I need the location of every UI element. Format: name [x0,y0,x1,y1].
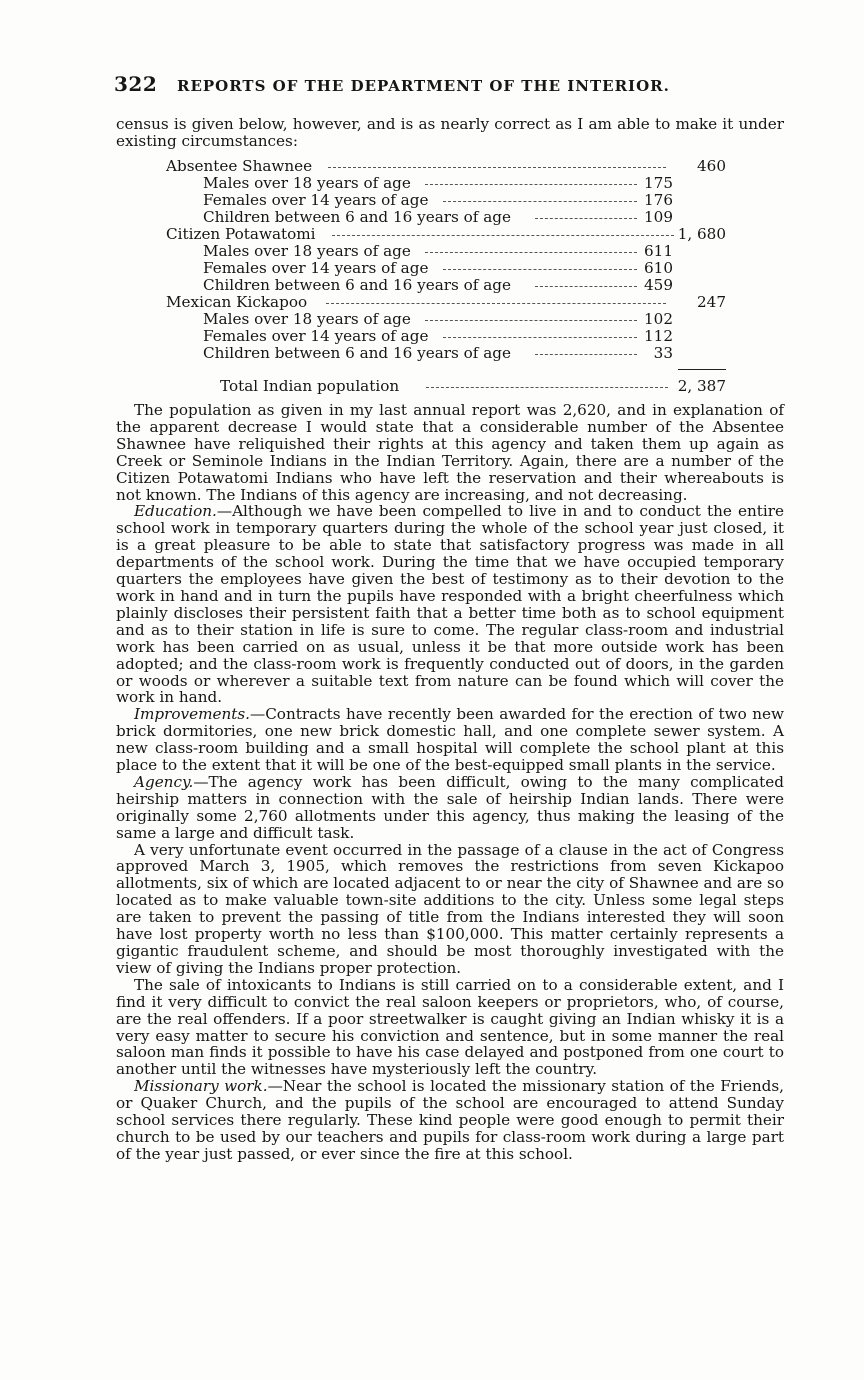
sub-row [203,191,673,208]
intro-paragraph: census is given below, however, and is as nearly correct as I am able to make it under existing circumstances: [116,115,784,150]
sub-label: Females over 14 years of age [203,327,429,345]
sub-row [203,276,673,293]
sub-label: Children between 6 and 16 years of age [203,344,511,362]
sub-value: 459 [644,276,673,294]
group-name: Mexican Kickapoo [166,293,308,311]
text-improvements: —Contracts have recently been awarded for the erection of two new brick dormitories, one new brick domestic hall, and one complete sewer system. A new class-room building and a small hospital will complete the school plant at this place to the extent that it will be one of the best-equipped small plants in the service. [116,705,784,775]
sub-value: 33 [653,344,673,362]
sub-value: 611 [644,242,673,260]
paragraph-event: A very unfortunate event occurred in the passage of a clause in the act of Congress approved March 3, 1905, which removes the restrictions from seven Kickapoo allotments, six of which are located adjacent to or near the city of Shawnee and are so located as to make valuable town-site additions to the city. Unless some legal steps are taken to prevent the passing of title from the Indians interested they will soon have lost property worth no less than $100,000. This matter certainly represents a gigantic fraudulent scheme, and should be most thoroughly investigated with the view of giving the Indians proper protection. [116,840,784,977]
group-name: Citizen Potawatomi [166,225,316,243]
sub-label: Children between 6 and 16 years of age [203,276,511,294]
heading-improvements: Improvements. [134,705,250,724]
total-value: 2, 387 [677,377,726,395]
sub-value: 176 [644,191,673,209]
total-row [220,377,726,394]
sub-row [203,259,673,276]
sub-row [203,174,673,191]
group-row [166,225,726,242]
heading-education: Education. [134,502,217,521]
paragraph-intoxicants: The sale of intoxicants to Indians is still carried on to a considerable extent, and I find it very difficult to convict the real saloon keepers or proprietors, who, of course, are the real offenders. If a poor streetwalker is caught giving an Indian whisky it is a very easy matter to secure his conviction and sentence, but in some manner the real saloon man finds it possible to have his case delayed and postponed from one court to another until the witnesses have mysteriously left the country. [116,975,784,1079]
sub-value: 109 [644,208,673,226]
text-agency: —The agency work has been difficult, owing to the many complicated heirship matters in connection with the sale of heirship Indian lands. There were originally some 2,760 allotments under this agency, thus making the leasing of the same a large and difficult task. [116,772,784,842]
paragraph-agency [116,774,784,842]
sub-value: 102 [644,310,673,328]
group-total: 247 [697,293,726,311]
heading-missionary: Missionary work. [134,1077,268,1096]
body-text [116,402,784,1163]
sub-label: Males over 18 years of age [203,242,411,260]
sub-label: Children between 6 and 16 years of age [203,208,511,226]
group-total: 1, 680 [677,225,726,243]
text-missionary: —Near the school is located the missionary station of the Friends, or Quaker Church, and the pupils of the school are encouraged to attend Sunday school services there regularly. These kind people were good enough to permit their church to be used by our teachers and pupils for class-room work during a large part of the year just passed, or ever since the fire at this school. [116,1077,784,1163]
intro-text [116,116,784,150]
group-row [166,293,726,310]
sub-value: 175 [644,174,673,192]
running-title: REPORTS OF THE DEPARTMENT OF THE INTERIOR. [176,77,670,95]
sub-row [203,242,673,259]
group-row [166,157,726,174]
sub-row [203,344,673,361]
sub-value: 610 [644,259,673,277]
paragraph-population: The population as given in my last annual report was 2,620, and in explanation of the apparent decrease I would state that a considerable number of the Absentee Shawnee have reliquished their rights at this agency and taken them up again as Creek or Seminole Indians in the Indian Territory. Again, there are a number of the Citizen Potawatomi Indians who have left the reservation and their whereabouts is not known. The Indians of this agency are increasing, and not decreasing. [116,401,784,504]
page-number: 322 [114,72,158,96]
paragraph-missionary [116,1078,784,1163]
sub-label: Females over 14 years of age [203,191,429,209]
sub-label: Males over 18 years of age [203,310,411,328]
sub-row [203,327,673,344]
page-header [114,72,700,98]
total-label: Total Indian population [220,377,400,395]
heading-agency: Agency. [134,772,194,791]
text-education: —Although we have been compelled to live in and to conduct the entire school work in temporary quarters during the whole of the school year just closed, it is a great pleasure to be able to state that satisfactory progress was made in all departments of the school work. During the time that we have occupied temporary quarters the employees have given the best of testimony as to their devotion to the work in hand and in turn the pupils have responded with a bright cheerfulness which plainly discloses their persistent faith that a better time both as to school equipment and as to their station in life is sure to come. The regular class-room and industrial work has been carried on as usual, unless it be that more outside work has been adopted; and the class-room work is frequently conducted out of doors, in the garden or woods or wherever a suitable text from nature can be found which will cover the work in hand. [116,502,784,707]
paragraph-education [116,503,784,706]
paragraph-improvements [116,706,784,774]
sub-row [203,208,673,225]
sub-label: Females over 14 years of age [203,259,429,277]
sub-value: 112 [644,327,673,345]
sub-row [203,310,673,327]
group-total: 460 [697,157,726,175]
group-name: Absentee Shawnee [166,157,313,175]
total-rule [678,369,726,370]
sub-label: Males over 18 years of age [203,174,411,192]
